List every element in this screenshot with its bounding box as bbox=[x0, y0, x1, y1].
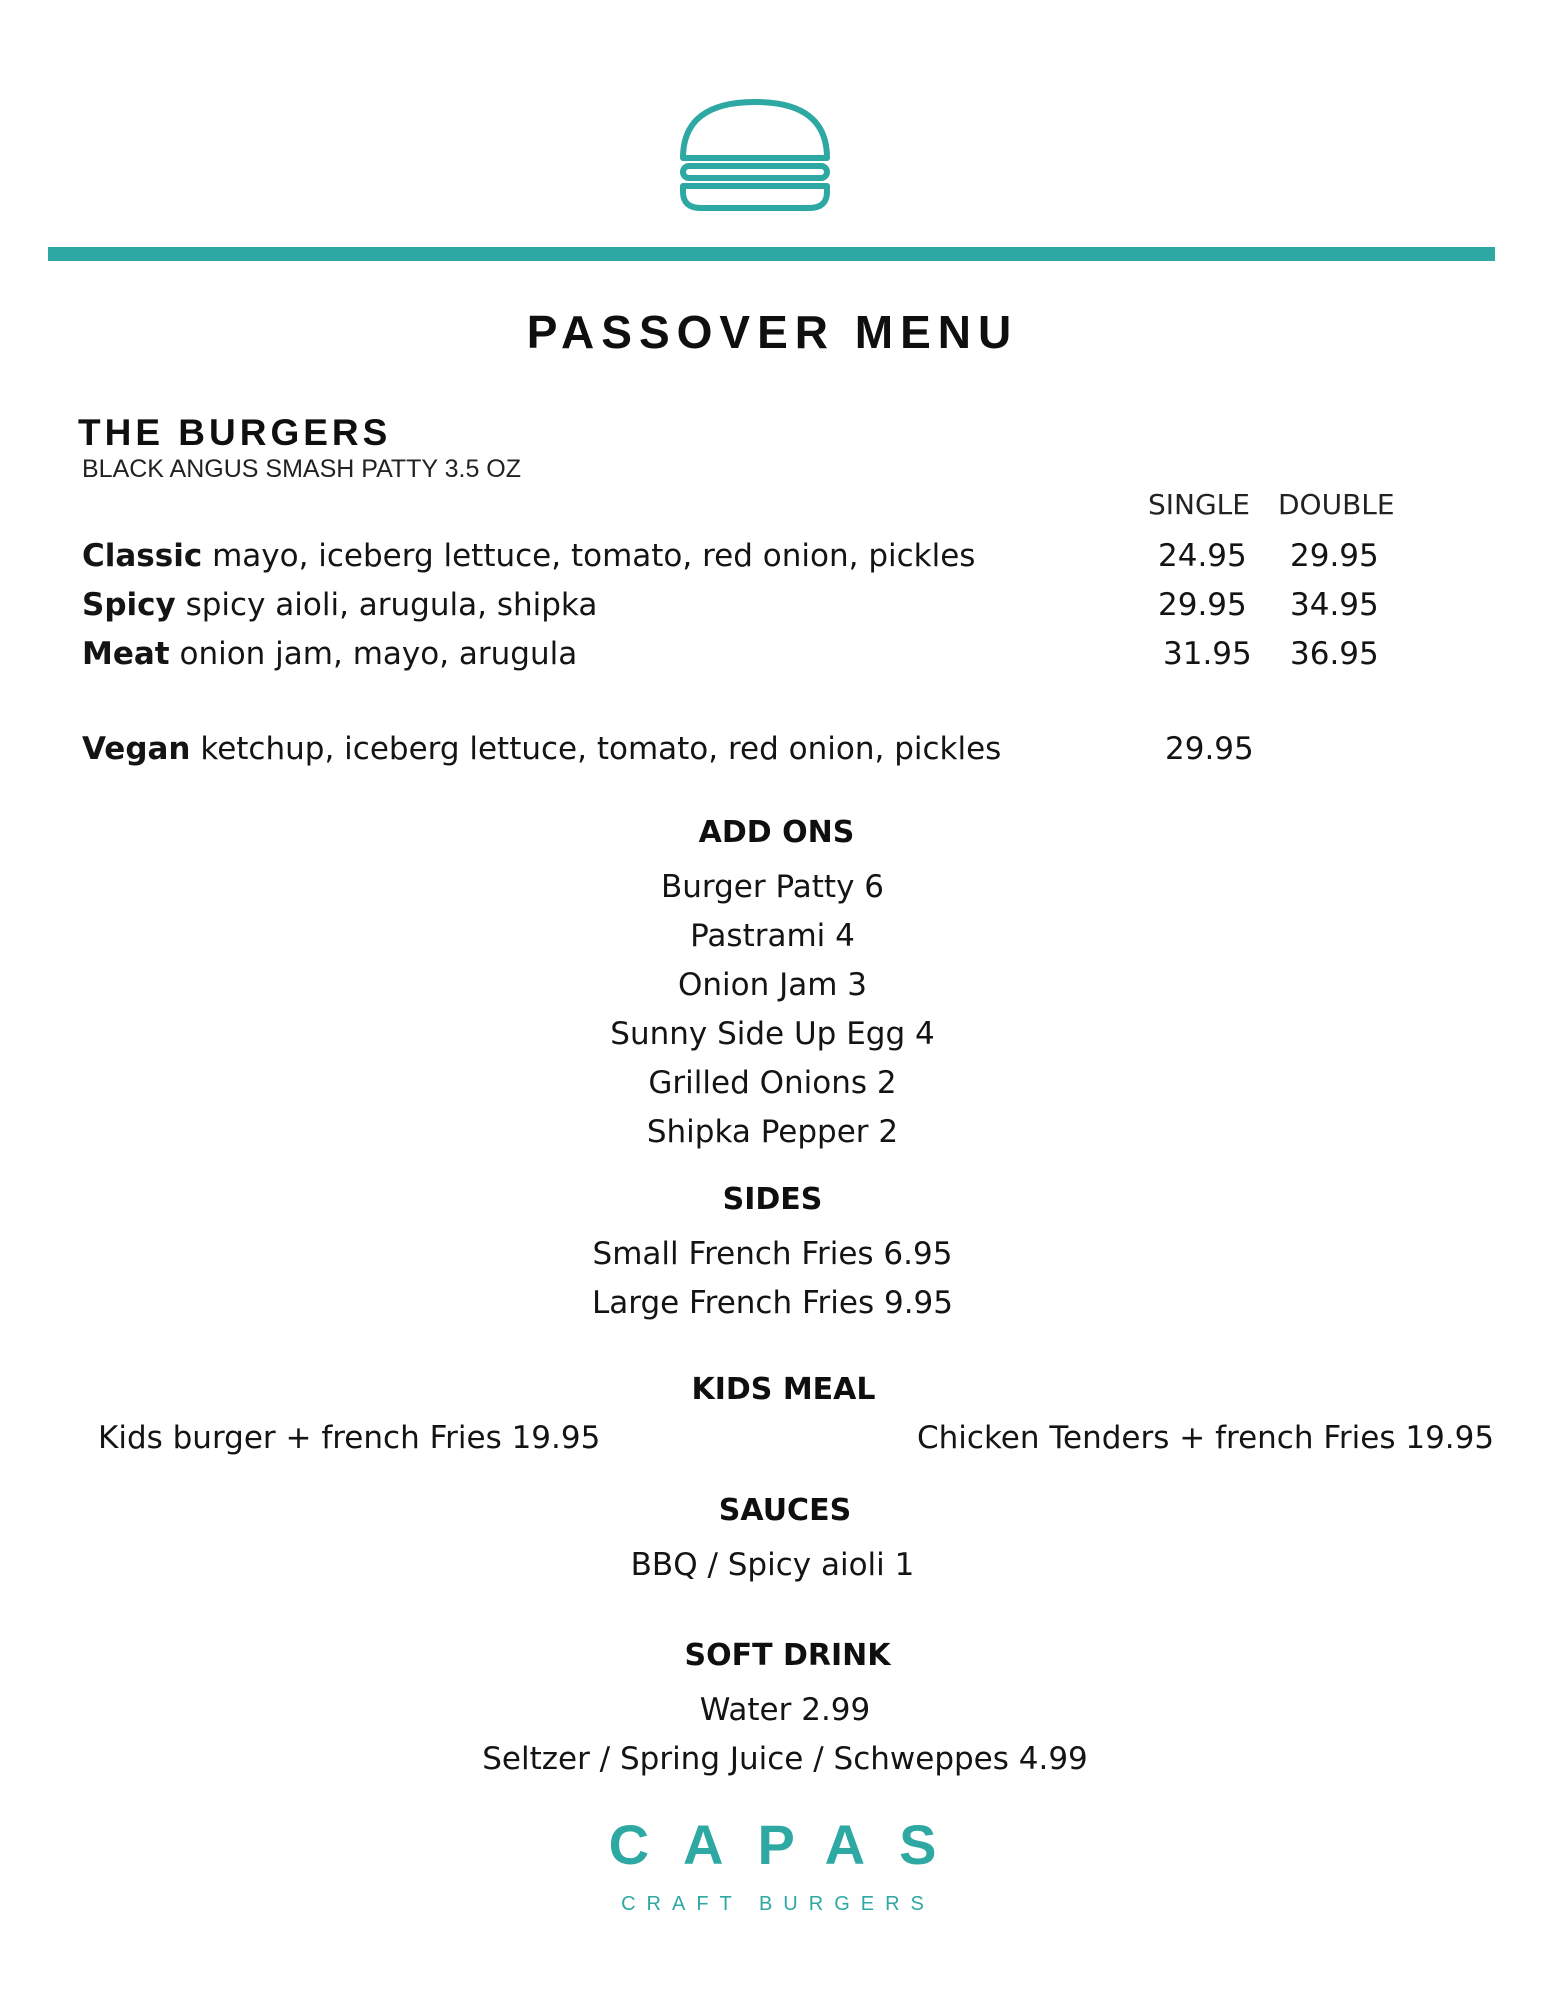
burgers-heading: THE BURGERS bbox=[78, 412, 392, 453]
burger-item-meat bbox=[82, 636, 577, 672]
burger-description: spicy aioli, arugula, shipka bbox=[185, 587, 598, 623]
list-item: Burger Patty 6 bbox=[661, 869, 884, 905]
list-item: Pastrami 4 bbox=[690, 918, 855, 954]
burger-icon bbox=[675, 96, 835, 214]
burger-name: Spicy bbox=[82, 587, 176, 623]
add-ons-list bbox=[0, 863, 1545, 1157]
price-single: 29.95 bbox=[1158, 587, 1247, 623]
burger-description: onion jam, mayo, arugula bbox=[179, 636, 578, 672]
brand-tagline: CRAFT BURGERS bbox=[621, 1893, 935, 1915]
burger-description: mayo, iceberg lettuce, tomato, red onion, pickles bbox=[212, 538, 976, 574]
header-divider bbox=[48, 247, 1495, 261]
burger-item-classic bbox=[82, 538, 975, 574]
burger-name: Vegan bbox=[82, 731, 191, 767]
price-double: 34.95 bbox=[1290, 587, 1379, 623]
price-single: 29.95 bbox=[1165, 731, 1254, 767]
list-item: Large French Fries 9.95 bbox=[591, 1285, 953, 1321]
list-item: Seltzer / Spring Juice / Schweppes 4.99 bbox=[482, 1741, 1088, 1777]
burger-item-vegan bbox=[82, 731, 1001, 767]
price-single: 24.95 bbox=[1158, 538, 1247, 574]
sides-heading: SIDES bbox=[722, 1182, 823, 1217]
kids-meal-item: Kids burger + french Fries 19.95 bbox=[98, 1420, 601, 1456]
kids-meal-heading: KIDS MEAL bbox=[691, 1372, 876, 1407]
price-double: 29.95 bbox=[1290, 538, 1379, 574]
sides-list bbox=[0, 1230, 1545, 1328]
page-title: PASSOVER MENU bbox=[526, 306, 1019, 358]
burgers-subheading: BLACK ANGUS SMASH PATTY 3.5 OZ bbox=[82, 455, 522, 483]
brand-logo: CAPAS bbox=[608, 1813, 971, 1876]
burger-name: Meat bbox=[82, 636, 170, 672]
burger-item-spicy bbox=[82, 587, 597, 623]
list-item: Sunny Side Up Egg 4 bbox=[610, 1016, 935, 1052]
sauces-heading: SAUCES bbox=[718, 1493, 852, 1528]
list-item: Grilled Onions 2 bbox=[648, 1065, 897, 1101]
burger-name: Classic bbox=[82, 538, 203, 574]
column-header-single: SINGLE bbox=[1148, 488, 1250, 521]
soft-drink-heading: SOFT DRINK bbox=[684, 1638, 891, 1673]
kids-meal-item: Chicken Tenders + french Fries 19.95 bbox=[917, 1420, 1495, 1456]
list-item: Water 2.99 bbox=[699, 1692, 871, 1728]
price-double: 36.95 bbox=[1290, 636, 1379, 672]
column-header-double: DOUBLE bbox=[1278, 488, 1395, 521]
add-ons-heading: ADD ONS bbox=[698, 815, 855, 850]
sauces-list bbox=[0, 1541, 1545, 1590]
burger-description: ketchup, iceberg lettuce, tomato, red onion, pickles bbox=[200, 731, 1002, 767]
list-item: Shipka Pepper 2 bbox=[646, 1114, 899, 1150]
soft-drink-list bbox=[0, 1686, 1545, 1784]
list-item: Small French Fries 6.95 bbox=[592, 1236, 953, 1272]
price-single: 31.95 bbox=[1163, 636, 1252, 672]
list-item: Onion Jam 3 bbox=[677, 967, 868, 1003]
list-item: BBQ / Spicy aioli 1 bbox=[630, 1547, 915, 1583]
